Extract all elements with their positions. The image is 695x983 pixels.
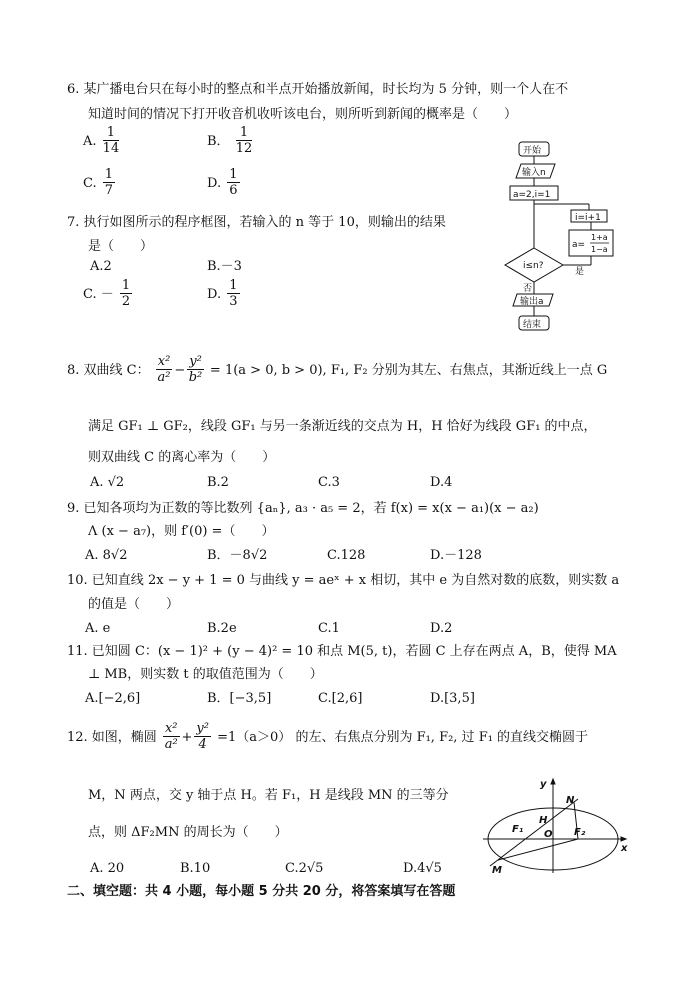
q6-option-d-label: D.	[207, 175, 222, 191]
numerator: 1	[236, 126, 253, 141]
denominator: 2	[121, 294, 131, 310]
q9-option-a: A. 8√2	[85, 548, 128, 563]
flow-assign-lhs: a=	[572, 240, 586, 250]
q8-frac-x	[156, 355, 173, 386]
q8-stem-prefix: 8. 双曲线 C：	[67, 362, 150, 378]
q6-option-c-label: C.	[83, 175, 97, 191]
flow-assign-num: 1+a	[591, 233, 608, 242]
denominator: b²	[188, 370, 203, 386]
q8-option-d: D.4	[430, 475, 453, 490]
q11-option-d: D.[3,5]	[430, 691, 475, 706]
denominator: 7	[104, 183, 114, 199]
q10-option-b: B.2e	[207, 621, 237, 636]
denominator: a²	[164, 737, 178, 753]
label-f2: F₂	[574, 827, 586, 838]
flow-start-text: 开始	[523, 146, 542, 156]
numerator: y²	[196, 721, 209, 736]
flow-input-text: 输入n	[522, 168, 546, 178]
denominator: 14	[102, 141, 120, 157]
ellipse-figure	[478, 775, 630, 875]
q12-stem-line1: 12. 如图，椭圆 $\frac{\text{x²}}{\text{a²}}$ + $\frac{\text{y²}}{4}$ =1（a＞0） 的左、右焦点分别为 F₁, F₂, 过 F₁ 的直线交椭圆于	[67, 721, 589, 753]
q12-stem-line2: M，N 两点，交 y 轴于点 H。若 F₁，H 是线段 MN 的三等分	[88, 788, 449, 803]
q7-stem-line2: 是（ ）	[88, 239, 154, 254]
q8-equation-rest: = 1(a > 0, b > 0), F₁, F₂	[209, 362, 368, 378]
q7-option-c	[83, 279, 134, 310]
segment-f2-m	[498, 839, 578, 860]
q9-stem-line1: 9. 已知各项均为正数的等比数列 {aₙ}, a₃ · a₅ = 2，若 f(x) = x(x − a₁)(x − a₂)	[67, 501, 539, 516]
flow-cond-text: i≤n?	[523, 261, 544, 271]
q7-option-b: B.－3	[207, 259, 242, 274]
q12-option-a: A. 20	[90, 861, 125, 876]
q8-option-b: B.2	[207, 475, 229, 490]
q7-option-d	[207, 279, 242, 310]
q7-option-d-fraction	[227, 279, 239, 310]
numerator: x²	[157, 354, 171, 369]
q8-frac-y	[187, 355, 204, 386]
q7-option-c-fraction	[120, 279, 132, 310]
q8-option-c: C.3	[318, 475, 340, 490]
denominator: 3	[229, 294, 238, 310]
q10-option-d: D.2	[430, 621, 453, 636]
q8-stem-line3: 则双曲线 C 的离心率为（ ）	[88, 450, 276, 465]
q10-option-a: A. e	[85, 621, 111, 636]
numerator: 1	[103, 126, 120, 141]
label-o: O	[544, 829, 553, 840]
q7-stem-line1: 7. 执行如图所示的程序框图，若输入的 n 等于 10，则输出的结果	[67, 215, 446, 230]
q11-option-c: C.[2,6]	[318, 691, 363, 706]
q11-stem-line2: ⊥ MB，则实数 t 的取值范围为（ ）	[88, 667, 323, 682]
q6-option-c-fraction	[103, 168, 115, 199]
q12-stem-suffix: 的左、右焦点分别为 F₁, F₂, 过 F₁ 的直线交椭圆于	[295, 729, 589, 745]
q9-stem-line2: Λ (x − a₇)，则 f′(0) =（ ）	[88, 524, 275, 539]
q12-frac-y	[194, 722, 211, 753]
denominator: 12	[235, 141, 253, 157]
numerator: 1	[229, 167, 238, 182]
q11-option-b: B．[−3,5]	[207, 691, 272, 706]
label-m: M	[492, 865, 502, 875]
flow-inc-text: i=i+1	[575, 213, 601, 223]
label-x: x	[621, 843, 628, 854]
q8-stem-line2: 满足 GF₁ ⊥ GF₂，线段 GF₁ 与另一条渐近线的交点为 H，H 恰好为线段 GF₁ 的中点，	[88, 419, 597, 434]
section-2-heading: 二、填空题：共 4 小题，每小题 5 分共 20 分，将答案填写在答题	[67, 884, 456, 899]
q6-option-a-fraction	[103, 126, 120, 157]
q11-option-a: A.[−2,6]	[85, 691, 141, 706]
q12-option-b: B.10	[180, 861, 211, 876]
flow-end-text: 结束	[523, 320, 542, 330]
q12-stem-line3: 点，则 ΔF₂MN 的周长为（ ）	[88, 825, 288, 840]
q12-equation-rest: =1（a＞0）	[217, 729, 292, 745]
flow-output-text: 输出a	[520, 297, 544, 307]
q9-option-b: B．－8√2	[207, 548, 268, 563]
q6-option-a	[83, 126, 121, 157]
q12-option-d: D.4√5	[403, 861, 442, 876]
q12-option-c: C.2√5	[285, 861, 324, 876]
q6-stem-line2: 知道时间的情况下打开收音机收听该电台，则所听到新闻的概率是（ ）	[88, 107, 518, 122]
q6-option-c	[83, 168, 117, 199]
q6-option-d-fraction	[227, 168, 239, 199]
q6-option-a-label: A.	[83, 133, 97, 149]
numerator: x²	[164, 721, 178, 736]
q6-option-b	[207, 126, 254, 157]
flow-init-text: a=2,i=1	[513, 190, 551, 200]
q10-stem-line1: 10. 已知直线 2x − y + 1 = 0 与曲线 y = aeˣ + x 相切，其中 e 为自然对数的底数，则实数 a	[67, 573, 620, 588]
q9-option-c: C.128	[327, 548, 366, 563]
denominator: 4	[198, 737, 207, 753]
numerator: 1	[104, 167, 114, 182]
q7-option-a: A.2	[90, 259, 112, 274]
q7-option-d-label: D.	[207, 286, 222, 302]
flow-yes-label: 是	[575, 267, 585, 277]
program-flowchart	[495, 136, 620, 336]
flow-assign-den: 1−a	[591, 245, 608, 254]
q10-stem-line2: 的值是（ ）	[88, 597, 180, 612]
label-n: N	[566, 795, 575, 806]
label-h: H	[539, 815, 548, 826]
q6-stem-line1: 6. 某广播电台只在每小时的整点和半点开始播放新闻，时长均为 5 分钟，则一个人在不	[67, 82, 569, 97]
label-f1: F₁	[512, 824, 524, 835]
q8-stem-line1: 8. 双曲线 C： $\frac{\text{x²}}{\text{a²}}$ − $\frac{\text{y²}}{\text{b²}}$ = 1(a > 0, b > 0), F₁, F₂ 分别为其左、右焦点，其渐近线上一点 G	[67, 354, 608, 386]
q12-stem-prefix: 12. 如图，椭圆	[67, 729, 157, 745]
q8-option-a: A. √2	[90, 475, 125, 490]
label-y: y	[540, 779, 547, 790]
q10-option-c: C.1	[318, 621, 340, 636]
q6-option-d	[207, 168, 242, 199]
denominator: 6	[229, 183, 238, 199]
numerator: 1	[229, 278, 238, 293]
q12-frac-x	[163, 722, 180, 753]
numerator: 1	[121, 278, 131, 293]
q6-option-b-label: B．	[207, 133, 230, 149]
flow-no-label: 否	[523, 284, 533, 294]
q11-stem-line1: 11. 已知圆 C：(x − 1)² + (y − 4)² = 10 和点 M(5, t)，若圆 C 上存在两点 A，B，使得 MA	[67, 644, 617, 659]
q8-stem-suffix: 分别为其左、右焦点，其渐近线上一点 G	[371, 362, 608, 378]
numerator: y²	[189, 354, 202, 369]
denominator: a²	[157, 370, 171, 386]
q9-option-d: D.－128	[430, 548, 482, 563]
q7-option-c-label: C. －	[83, 286, 114, 302]
q6-option-b-fraction	[236, 126, 253, 157]
